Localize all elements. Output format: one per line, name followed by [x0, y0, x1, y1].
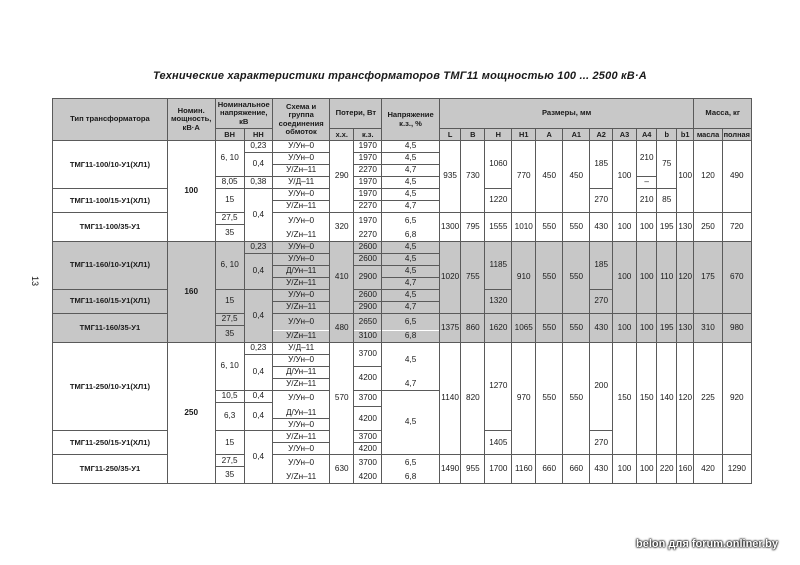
dim-cell: 550: [563, 342, 590, 455]
header-A4: A4: [636, 129, 657, 141]
dim-cell: 660: [563, 455, 590, 484]
dim-cell: 550: [536, 213, 563, 242]
scheme-cell: У/Ун–0: [272, 289, 329, 301]
nn-cell: 0,4: [244, 402, 272, 431]
dim-cell: 1490: [439, 455, 461, 484]
dim-cell: 185: [590, 241, 613, 289]
uk-cell: 4,5: [382, 153, 439, 165]
type-cell: ТМГ11-160/35-У1: [53, 313, 168, 342]
kz-cell: 4200: [354, 407, 382, 431]
type-cell: ТМГ11-100/35-У1: [53, 213, 168, 242]
type-cell: ТМГ11-160/15-У1(ХЛ1): [53, 289, 168, 313]
dim-cell: 150: [613, 342, 637, 455]
dim-cell: 450: [563, 141, 590, 213]
mass-cell: 420: [694, 455, 722, 484]
header-uk: Напряжение к.з., %: [382, 99, 439, 141]
mass-cell: 250: [694, 213, 722, 242]
header-A1: A1: [563, 129, 590, 141]
xx-cell: 480: [330, 313, 354, 342]
vn-cell: 6, 10: [215, 141, 244, 177]
xx-cell: 320: [330, 213, 354, 242]
scheme-cell: У/Ун–0: [272, 189, 329, 201]
dim-cell: 970: [512, 342, 536, 455]
nn-cell: 0,4: [244, 354, 272, 390]
kz-cell: 2600: [354, 289, 382, 301]
vn-cell: 27,5: [215, 455, 244, 467]
dim-cell: 1320: [485, 289, 512, 313]
dim-cell: 550: [563, 241, 590, 313]
scheme-cell: У/Zн–11: [272, 229, 329, 241]
kz-cell: 4200: [354, 366, 382, 390]
type-cell: ТМГ11-250/10-У1(ХЛ1): [53, 342, 168, 431]
dim-cell: 120: [676, 241, 693, 313]
vn-cell: 8,05: [215, 177, 244, 189]
scheme-cell: У/Ун–0: [272, 141, 329, 153]
header-b: b: [657, 129, 677, 141]
nn-cell: 0,38: [244, 177, 272, 189]
uk-cell: 6,5: [382, 455, 439, 472]
uk-cell: 4,7: [382, 301, 439, 313]
page-number: 13: [30, 275, 41, 287]
dim-cell: 1270: [485, 342, 512, 431]
header-A: A: [536, 129, 563, 141]
header-H: H: [485, 129, 512, 141]
dim-cell: 1700: [485, 455, 512, 484]
dim-cell: 100: [636, 313, 657, 342]
uk-cell: 4,5: [382, 289, 439, 301]
type-cell: ТМГ11-250/15-У1(ХЛ1): [53, 431, 168, 455]
dim-cell: 100: [613, 455, 637, 484]
nn-cell: 0,4: [244, 289, 272, 342]
scheme-cell: У/Ун–0: [272, 241, 329, 253]
dim-cell: 140: [657, 342, 677, 455]
dim-cell: 220: [657, 455, 677, 484]
mass-cell: 225: [694, 342, 722, 455]
dim-cell: 550: [536, 313, 563, 342]
scheme-cell: У/Zн–11: [272, 378, 329, 390]
type-cell: ТМГ11-250/35-У1: [53, 455, 168, 484]
scheme-cell: У/Ун–0: [272, 419, 329, 431]
dim-cell: 100: [636, 455, 657, 484]
scheme-cell: У/Д–11: [272, 342, 329, 354]
dim-cell: 1185: [485, 241, 512, 289]
dim-cell: 160: [676, 455, 693, 484]
uk-cell: 6,8: [382, 472, 439, 484]
nn-cell: 0,4: [244, 253, 272, 289]
header-power: Номин. мощность, кВ·А: [167, 99, 215, 141]
dim-cell: 210: [636, 141, 657, 177]
scheme-cell: У/Zн–11: [272, 165, 329, 177]
mass-cell: 670: [722, 241, 751, 313]
header-A3: A3: [613, 129, 637, 141]
header-L: L: [439, 129, 461, 141]
mass-cell: 120: [694, 141, 722, 213]
kz-cell: 1970: [354, 153, 382, 165]
dim-cell: 1220: [485, 189, 512, 213]
dim-cell: 550: [536, 241, 563, 313]
header-voltage: Номинальное напряжение, кВ: [215, 99, 272, 129]
scheme-cell: У/Zн–11: [272, 431, 329, 443]
header-mass-oil: масла: [694, 129, 722, 141]
kz-cell: 3100: [354, 330, 382, 342]
header-mass-full: полная: [723, 129, 750, 139]
kz-cell: 4200: [354, 443, 382, 455]
header-B: B: [461, 129, 485, 141]
kz-cell: 2270: [354, 165, 382, 177]
kz-cell: 2600: [354, 241, 382, 253]
kz-cell: 1970: [354, 177, 382, 189]
type-cell: ТМГ11-160/10-У1(ХЛ1): [53, 241, 168, 289]
kz-cell: 4200: [354, 472, 382, 484]
nn-cell: 0,4: [244, 189, 272, 242]
uk-cell: 6,5: [382, 213, 439, 230]
scheme-cell: У/Ун–0: [272, 313, 329, 330]
dim-cell: 1010: [512, 213, 536, 242]
kz-cell: 1970: [354, 141, 382, 153]
scheme-cell: У/Ун–0: [272, 455, 329, 472]
header-b1: b1: [676, 129, 693, 141]
kz-cell: 3700: [354, 431, 382, 443]
dim-cell: 185: [590, 141, 613, 189]
type-cell: ТМГ11-100/15-У1(ХЛ1): [53, 189, 168, 213]
dim-cell: 1160: [512, 455, 536, 484]
dim-cell: 110: [657, 241, 677, 313]
kz-cell: 1970: [354, 213, 382, 230]
dim-cell: 1375: [439, 313, 461, 342]
page-title: Технические характеристики трансформаторов ТМГ11 мощностью 100 ... 2500 кВ·А: [153, 70, 647, 82]
nn-cell: 0,23: [244, 241, 272, 253]
dim-cell: 270: [590, 431, 613, 455]
kz-cell: 3700: [354, 455, 382, 472]
header-mass: Масса, кг: [694, 99, 752, 129]
power-cell: 160: [167, 241, 215, 342]
scheme-cell: У/Ун–0: [272, 253, 329, 265]
xx-cell: 630: [330, 455, 354, 484]
dim-cell: 730: [461, 141, 485, 213]
dim-cell: 755: [461, 241, 485, 313]
xx-cell: 410: [330, 241, 354, 313]
dim-cell: 270: [590, 189, 613, 213]
type-cell: ТМГ11-100/10-У1(ХЛ1): [53, 141, 168, 189]
header-kz: к.з.: [354, 129, 382, 141]
dim-cell: 430: [590, 213, 613, 242]
kz-cell: 3700: [354, 390, 382, 407]
dim-cell: 100: [613, 241, 637, 313]
uk-cell: 4,5: [382, 253, 439, 265]
scheme-cell: У/Zн–11: [272, 201, 329, 213]
mass-cell: 1290: [722, 455, 751, 484]
dim-cell: 120: [676, 342, 693, 455]
watermark: belon для forum.onliner.by: [635, 538, 778, 550]
header-H1: H1: [512, 129, 536, 141]
dim-cell: 270: [590, 289, 613, 313]
dim-cell: 85: [657, 189, 677, 213]
mass-cell: 920: [722, 342, 751, 455]
specs-table: [52, 98, 752, 484]
uk-cell: 4,7: [382, 201, 439, 213]
vn-cell: 35: [215, 325, 244, 342]
uk-cell: 4,7: [382, 277, 439, 289]
scheme-cell: У/Zн–11: [272, 301, 329, 313]
kz-cell: 2900: [354, 265, 382, 289]
dim-cell: 75: [657, 141, 677, 189]
scheme-cell: Д/Ун–11: [272, 366, 329, 378]
dim-cell: 860: [461, 313, 485, 342]
dim-cell: 910: [512, 241, 536, 313]
uk-cell: 6,5: [382, 313, 439, 330]
vn-cell: 6, 10: [215, 342, 244, 390]
scheme-cell: У/Д–11: [272, 177, 329, 189]
uk-cell: 4,5: [382, 342, 439, 378]
vn-cell: 35: [215, 467, 244, 484]
dim-cell: 550: [536, 342, 563, 455]
dim-cell: 210: [636, 189, 657, 213]
nn-cell: 0,4: [244, 390, 272, 402]
scheme-cell: У/Ун–0: [272, 354, 329, 366]
dim-cell: 430: [590, 455, 613, 484]
dim-cell: 1060: [485, 141, 512, 189]
uk-cell: 4,5: [382, 177, 439, 189]
scheme-cell: У/Ун–0: [272, 390, 329, 407]
dim-cell: 100: [613, 213, 637, 242]
mass-cell: 310: [694, 313, 722, 342]
dim-cell: 1620: [485, 313, 512, 342]
nn-cell: 0,23: [244, 141, 272, 153]
header-A2: A2: [590, 129, 613, 141]
dim-cell: 820: [461, 342, 485, 455]
dim-cell: 195: [657, 213, 677, 242]
dim-cell: 100: [613, 141, 637, 213]
uk-cell: 4,5: [382, 189, 439, 201]
uk-cell: 6,8: [382, 330, 439, 342]
dim-cell: 1140: [439, 342, 461, 455]
power-cell: 100: [167, 141, 215, 242]
kz-cell: 2900: [354, 301, 382, 313]
vn-cell: 15: [215, 289, 244, 313]
scheme-cell: У/Ун–0: [272, 443, 329, 455]
power-cell: 250: [167, 342, 215, 484]
uk-cell: 4,7: [382, 378, 439, 390]
xx-cell: 570: [330, 342, 354, 455]
vn-cell: 27,5: [215, 313, 244, 325]
dim-cell: 430: [590, 313, 613, 342]
kz-cell: 3700: [354, 342, 382, 366]
dim-cell: –: [636, 177, 657, 189]
vn-cell: 35: [215, 225, 244, 242]
dim-cell: 1300: [439, 213, 461, 242]
kz-cell: 1970: [354, 189, 382, 201]
scheme-cell: У/Ун–0: [272, 213, 329, 230]
uk-cell: 6,8: [382, 229, 439, 241]
dim-cell: 150: [636, 342, 657, 455]
scheme-cell: У/Zн–11: [272, 330, 329, 342]
header-scheme: Схема и группа соединения обмоток: [272, 99, 329, 141]
vn-cell: 27,5: [215, 213, 244, 225]
header-dims: Размеры, мм: [439, 99, 694, 129]
uk-cell: 4,5: [382, 241, 439, 253]
dim-cell: 550: [563, 313, 590, 342]
nn-cell: 0,23: [244, 342, 272, 354]
dim-cell: 130: [676, 213, 693, 242]
uk-cell: 4,7: [382, 165, 439, 177]
vn-cell: 6,3: [215, 402, 244, 431]
dim-cell: 770: [512, 141, 536, 213]
scheme-cell: У/Ун–0: [272, 153, 329, 165]
dim-cell: 660: [536, 455, 563, 484]
dim-cell: 195: [657, 313, 677, 342]
header-type: Тип трансформатора: [53, 99, 168, 141]
header-nn: НН: [244, 129, 272, 141]
header-losses: Потери, Вт: [330, 99, 382, 129]
kz-cell: 2600: [354, 253, 382, 265]
vn-cell: 10,5: [215, 390, 244, 402]
dim-cell: 100: [676, 141, 693, 213]
uk-cell: 4,5: [382, 141, 439, 153]
dim-cell: 130: [676, 313, 693, 342]
mass-cell: 720: [722, 213, 751, 242]
scheme-cell: Д/Ун–11: [272, 265, 329, 277]
dim-cell: 935: [439, 141, 461, 213]
dim-cell: 100: [636, 241, 657, 313]
scheme-cell: Д/Ун–11: [272, 407, 329, 419]
uk-cell: 4,5: [382, 265, 439, 277]
vn-cell: 15: [215, 431, 244, 455]
scheme-cell: У/Zн–11: [272, 472, 329, 484]
dim-cell: 1065: [512, 313, 536, 342]
dim-cell: 200: [590, 342, 613, 431]
nn-cell: 0,4: [244, 153, 272, 177]
dim-cell: 550: [563, 213, 590, 242]
dim-cell: 450: [536, 141, 563, 213]
dim-cell: 100: [636, 213, 657, 242]
vn-cell: 6, 10: [215, 241, 244, 289]
header-xx: х.х.: [330, 129, 354, 141]
dim-cell: 1020: [439, 241, 461, 313]
dim-cell: 100: [613, 313, 637, 342]
uk-cell: 4,5: [382, 390, 439, 455]
kz-cell: 2650: [354, 313, 382, 330]
mass-cell: 175: [694, 241, 722, 313]
dim-cell: 1405: [485, 431, 512, 455]
mass-cell: 980: [722, 313, 751, 342]
header-vn: ВН: [215, 129, 244, 141]
dim-cell: 795: [461, 213, 485, 242]
kz-cell: 2270: [354, 229, 382, 241]
vn-cell: 15: [215, 189, 244, 213]
scheme-cell: У/Zн–11: [272, 277, 329, 289]
mass-cell: 490: [722, 141, 751, 213]
dim-cell: 1555: [485, 213, 512, 242]
nn-cell: 0,4: [244, 431, 272, 484]
xx-cell: 290: [330, 141, 354, 213]
dim-cell: 955: [461, 455, 485, 484]
kz-cell: 2270: [354, 201, 382, 213]
